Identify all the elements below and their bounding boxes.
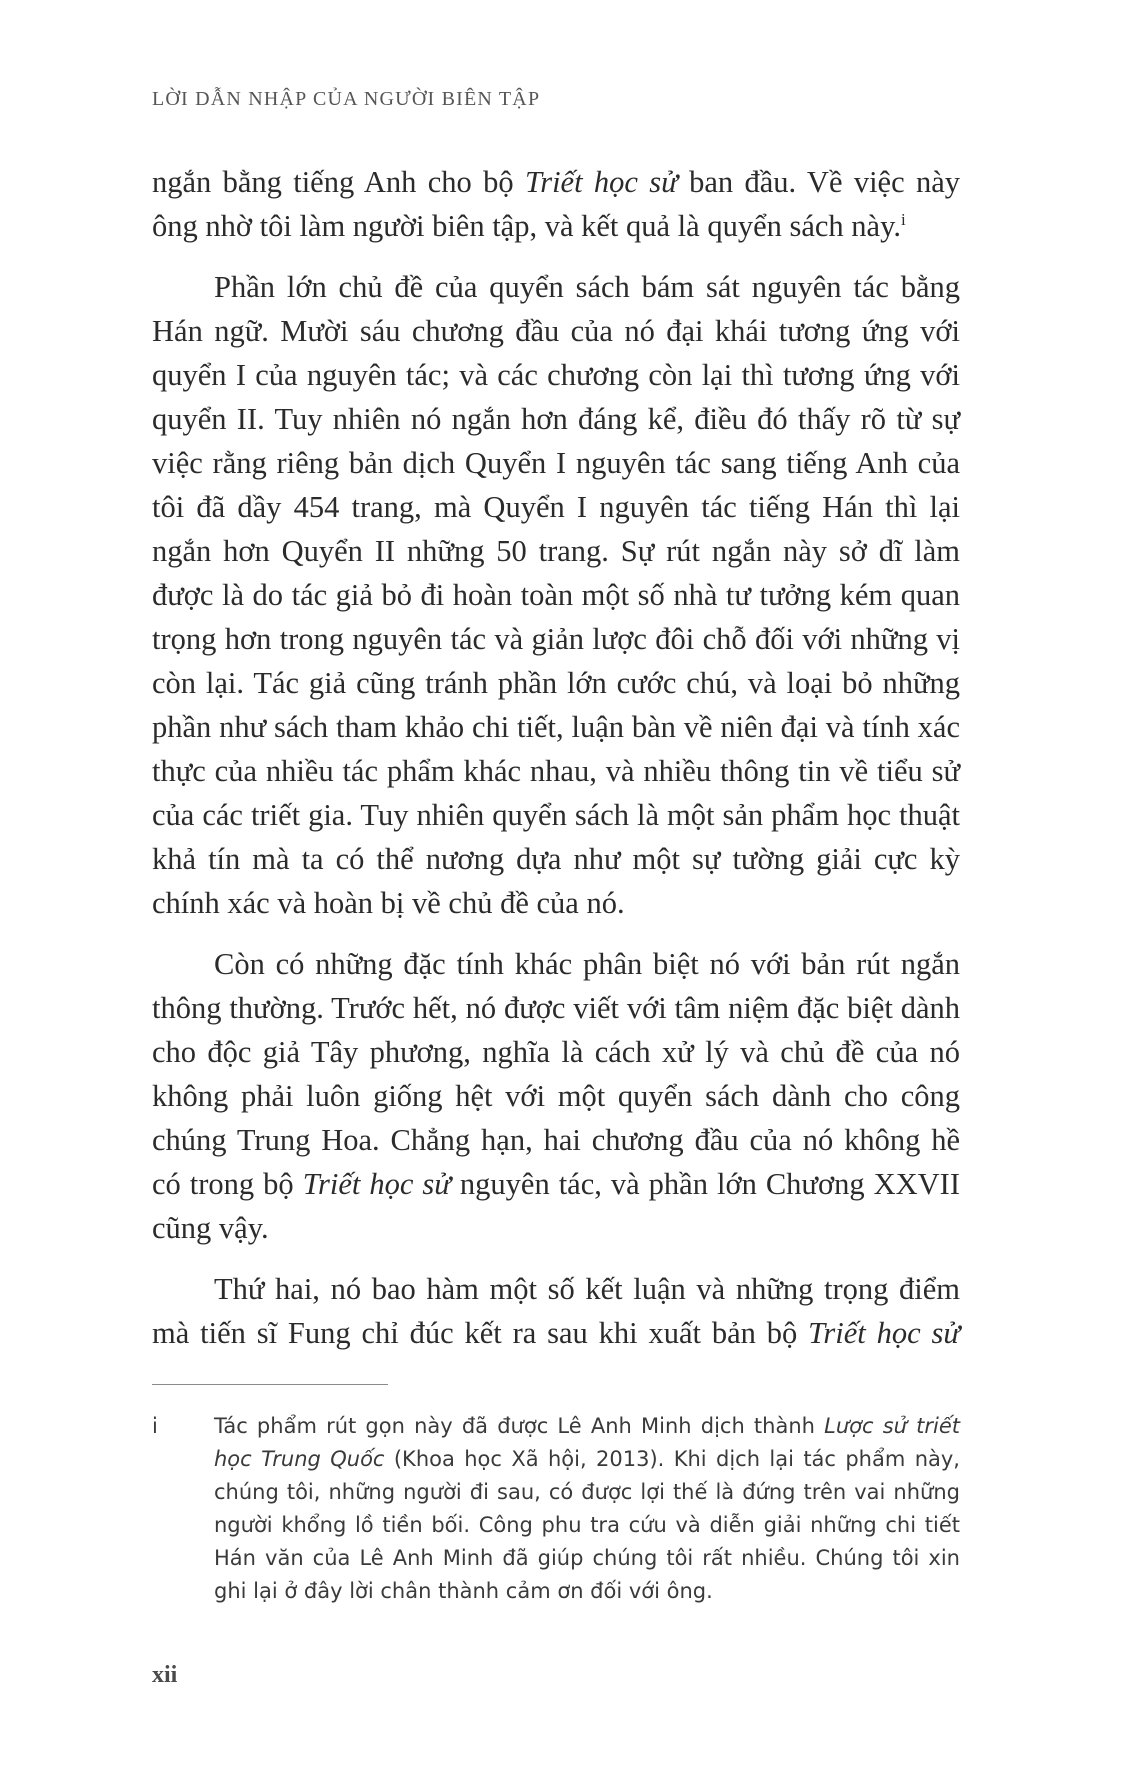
text-run: Thứ hai, nó bao hàm một số kết luận và những trọng điểm mà tiến sĩ Fung chỉ đúc kết ra sau khi xuất bản bộ xyxy=(152,1272,960,1350)
book-title-italic: Triết học sử xyxy=(524,165,678,199)
text-run: Tác phẩm rút gọn này đã được Lê Anh Minh dịch thành xyxy=(214,1414,825,1438)
footnote-reference[interactable]: i xyxy=(900,209,906,229)
body-text xyxy=(152,160,960,1372)
footnote-divider xyxy=(152,1384,388,1385)
page-number: xii xyxy=(152,1662,178,1688)
paragraph-continued xyxy=(152,160,960,248)
text-run: nguyên tác, và phần lớn Chương XXVII cũng vậy. xyxy=(152,1167,960,1245)
book-title-italic: Triết học sử xyxy=(302,1167,451,1201)
footnote-label: i xyxy=(152,1414,158,1438)
running-head: LỜI DẪN NHẬP CỦA NGƯỜI BIÊN TẬP xyxy=(152,88,541,110)
text-run: Còn có những đặc tính khác phân biệt nó với bản rút ngắn thông thường. Trước hết, nó được viết với tâm niệm đặc biệt dành cho độc giả Tây phương, nghĩa là cách xử lý và chủ đề của nó không phải luôn giống hệt với một quyển sách dành cho công chúng Trung Hoa. Chẳng hạn, hai chương đầu của nó không hề có trong bộ xyxy=(152,947,960,1201)
book-title-italic: Lược sử triết học Trung Quốc xyxy=(214,1414,960,1471)
paragraph xyxy=(152,942,960,1250)
text-run: ban đầu. Về việc này ông nhờ tôi làm người biên tập, và kết quả là quyển sách này. xyxy=(152,165,960,243)
book-title-italic: Triết học sử xyxy=(808,1316,960,1350)
paragraph-continues xyxy=(152,1267,960,1355)
paragraph: Phần lớn chủ đề của quyển sách bám sát nguyên tác bằng Hán ngữ. Mười sáu chương đầu của nó đại khái tương ứng với quyển I của nguyên tác; và các chương còn lại thì tương ứng với quyển II. Tuy nhiên nó ngắn hơn đáng kể, điều đó thấy rõ từ sự việc rằng riêng bản dịch Quyển I nguyên tác sang tiếng Anh của tôi đã dầy 454 trang, mà Quyển I nguyên tác tiếng Hán thì lại ngắn hơn Quyển II những 50 trang. Sự rút ngắn này sở dĩ làm được là do tác giả bỏ đi hoàn toàn một số nhà tư tưởng kém quan trọng hơn trong nguyên tác và giản lược đôi chỗ đối với những vị còn lại. Tác giả cũng tránh phần lớn cước chú, và loại bỏ những phần như sách tham khảo chi tiết, luận bàn về niên đại và tính xác thực của nhiều tác phẩm khác nhau, và nhiều thông tin về tiểu sử của các triết gia. Tuy nhiên quyển sách là một sản phẩm học thuật khả tín mà ta có thể nương dựa như một sự tường giải cực kỳ chính xác và hoàn bị về chủ đề của nó. xyxy=(152,270,960,920)
text-run: ngắn bằng tiếng Anh cho bộ xyxy=(152,165,525,199)
text-run: (Khoa học Xã hội, 2013). Khi dịch lại tác phẩm này, chúng tôi, những người đi sau, có được lợi thế là đứng trên vai những người khổng lồ tiền bối. Công phu tra cứu và diễn giải những chi tiết Hán văn của Lê Anh Minh đã giúp chúng tôi rất nhiều. Chúng tôi xin ghi lại ở đây lời chân thành cảm ơn đối với ông. xyxy=(214,1447,960,1603)
footnote-text xyxy=(214,1410,960,1608)
